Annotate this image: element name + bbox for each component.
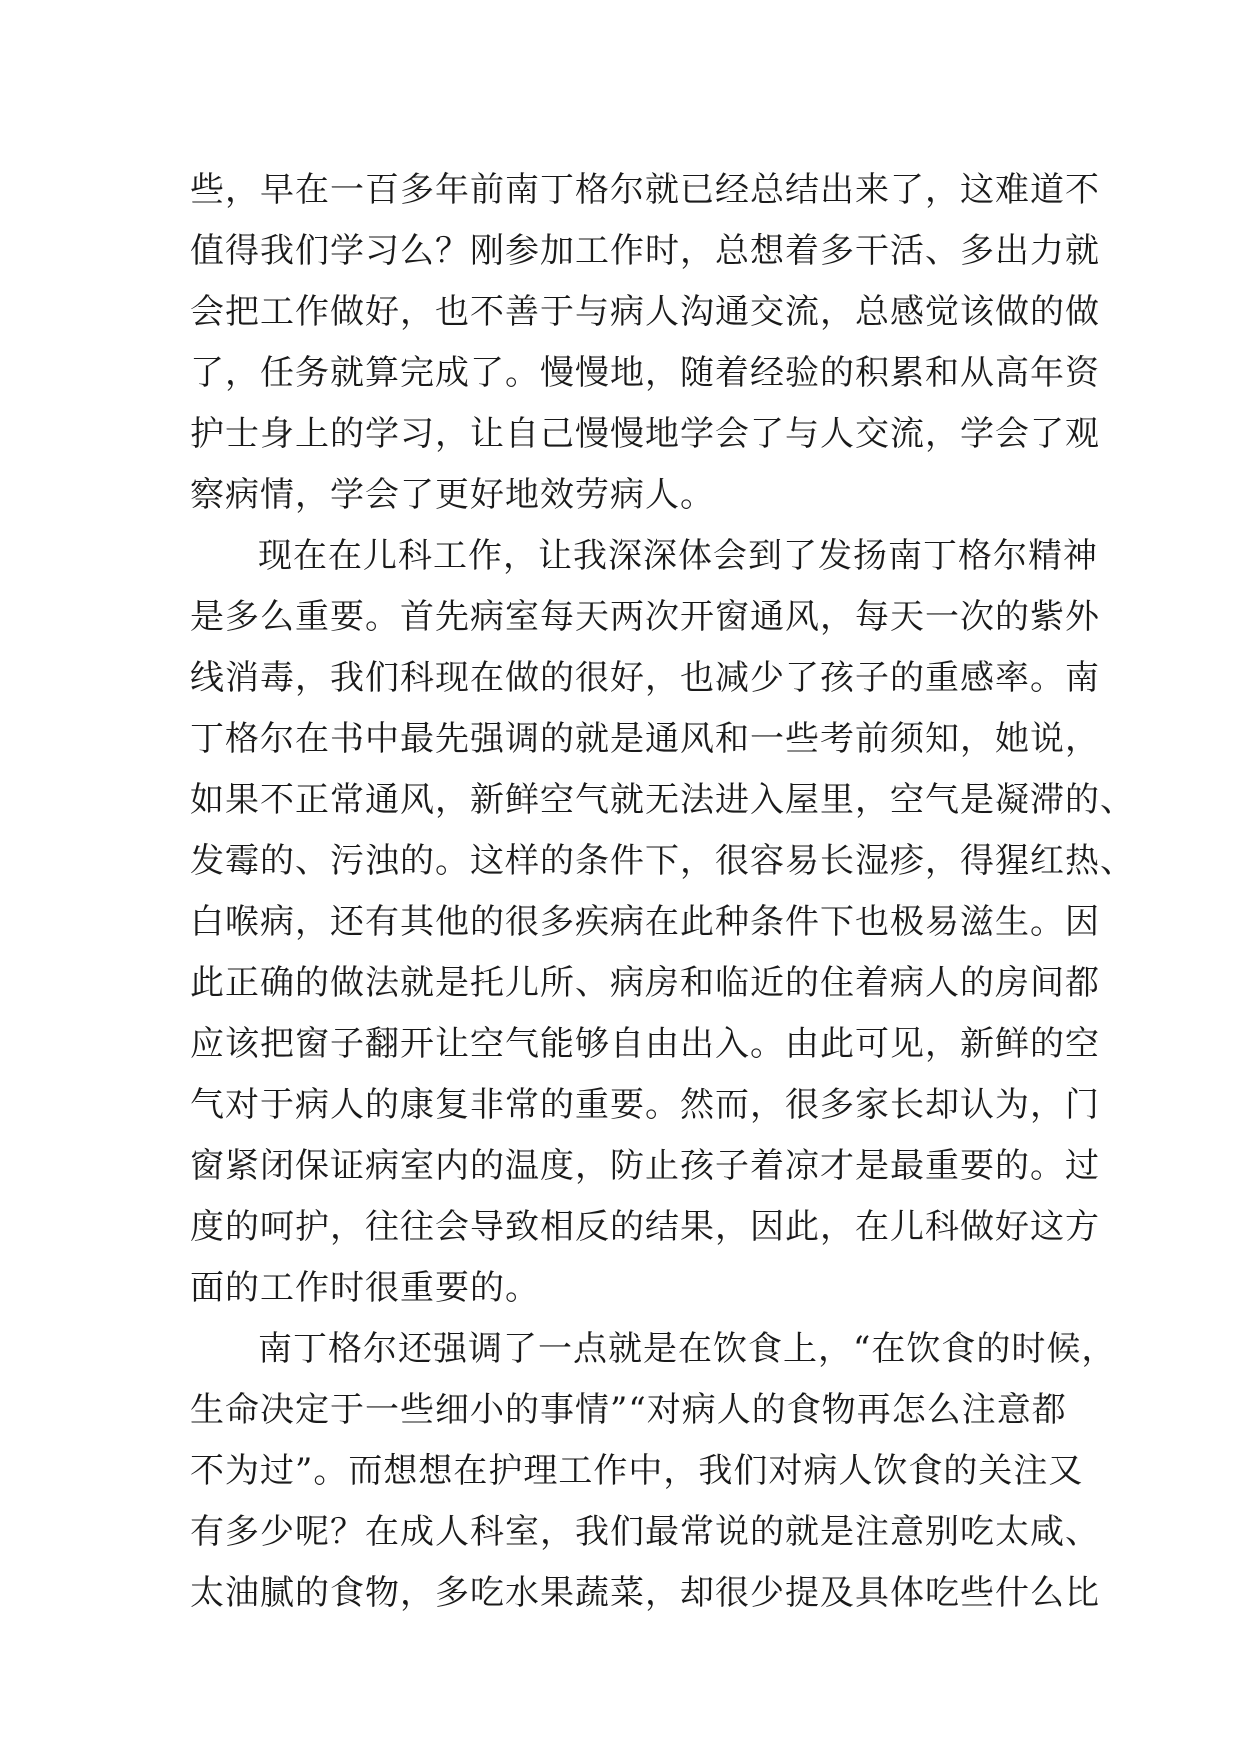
text-line: 白喉病，还有其他的很多疾病在此种条件下也极易滋生。因: [190, 902, 1100, 942]
text-line: 值得我们学习么？刚参加工作时，总想着多干活、多出力就: [190, 231, 1100, 271]
text-line: 察病情，学会了更好地效劳病人。: [190, 475, 715, 515]
text-line: 有多少呢？在成人科室，我们最常说的就是注意别吃太咸、: [190, 1512, 1100, 1552]
text-line: 了，任务就算完成了。慢慢地，随着经验的积累和从高年资: [190, 353, 1100, 393]
paragraph-2: [190, 526, 1135, 1319]
paragraph-3: [190, 1319, 1117, 1624]
text-line: 度的呵护，往往会导致相反的结果，因此，在儿科做好这方: [190, 1207, 1100, 1247]
text-line: 生命决定于一些细小的事情”“对病人的食物再怎么注意都: [190, 1390, 1067, 1430]
text-line: 气对于病人的康复非常的重要。然而，很多家长却认为，门: [190, 1085, 1100, 1125]
text-line: 线消毒，我们科现在做的很好，也减少了孩子的重感率。南: [190, 658, 1100, 698]
text-line: 是多么重要。首先病室每天两次开窗通风，每天一次的紫外: [190, 597, 1100, 637]
text-line: 现在在儿科工作，让我深深体会到了发扬南丁格尔精神: [258, 536, 1098, 576]
text-line: 些，早在一百多年前南丁格尔就已经总结出来了，这难道不: [190, 170, 1100, 210]
document-body: [190, 160, 1135, 1624]
text-line: 太油腻的食物，多吃水果蔬菜，却很少提及具体吃些什么比: [190, 1573, 1100, 1613]
text-line: 护士身上的学习，让自己慢慢地学会了与人交流，学会了观: [190, 414, 1100, 454]
text-line: 不为过”。而想想在护理工作中，我们对病人饮食的关注又: [190, 1451, 1084, 1491]
text-line: 会把工作做好，也不善于与病人沟通交流，总感觉该做的做: [190, 292, 1100, 332]
text-line: 南丁格尔还强调了一点就是在饮食上，“在饮食的时候，: [258, 1329, 1117, 1369]
text-line: 此正确的做法就是托儿所、病房和临近的住着病人的房间都: [190, 963, 1100, 1003]
text-line: 发霉的、污浊的。这样的条件下，很容易长湿疹，得猩红热、: [190, 841, 1135, 881]
paragraph-1: [190, 160, 1100, 526]
text-line: 应该把窗子翻开让空气能够自由出入。由此可见，新鲜的空: [190, 1024, 1100, 1064]
text-line: 如果不正常通风，新鲜空气就无法进入屋里，空气是凝滞的、: [190, 780, 1135, 820]
text-line: 面的工作时很重要的。: [190, 1268, 540, 1308]
text-line: 丁格尔在书中最先强调的就是通风和一些考前须知，她说，: [190, 719, 1100, 759]
text-line: 窗紧闭保证病室内的温度，防止孩子着凉才是最重要的。过: [190, 1146, 1100, 1186]
